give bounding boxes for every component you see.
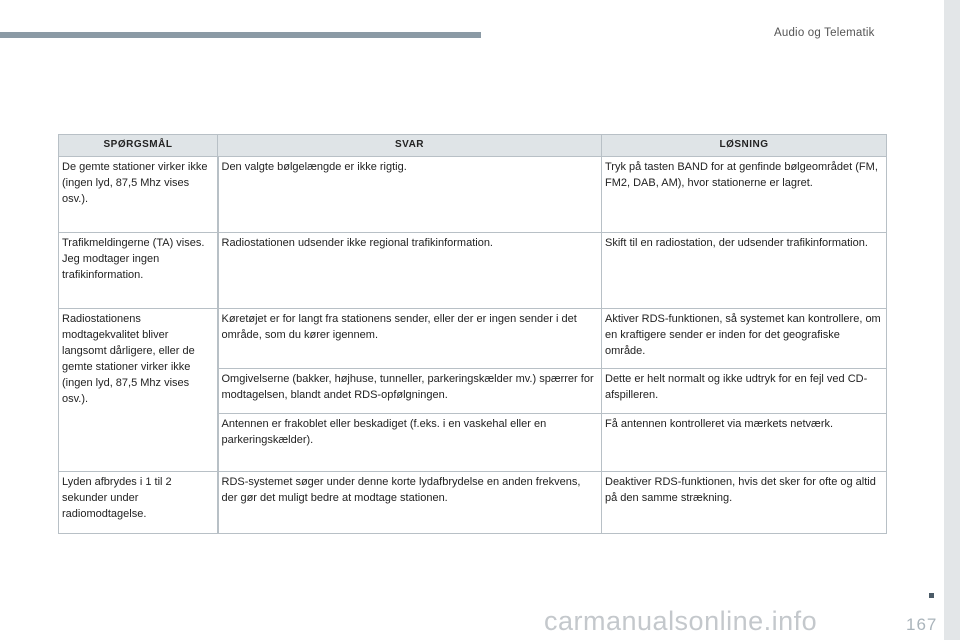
- section-title: Audio og Telematik: [774, 27, 875, 39]
- header-solution: LØSNING: [602, 135, 887, 157]
- question-cell: Radiostationens modtagekvalitet bliver langsomt dårligere, eller de gemte stationer virker ikke (ingen lyd, 87,5 Mhz vises osv.).: [59, 308, 218, 471]
- page-marker: [929, 593, 934, 598]
- solution-cell: Få antennen kontrolleret via mærkets netværk.: [602, 413, 887, 471]
- header-bar: [0, 32, 481, 38]
- page-number: 167: [906, 615, 938, 634]
- solution-cell: Deaktiver RDS-funktionen, hvis det sker for ofte og altid på den samme strækning.: [602, 471, 887, 533]
- table-row: [59, 156, 887, 232]
- solution-cell: Aktiver RDS-funktionen, så systemet kan kontrollere, om en kraftigere sender er inden for det geografiske område.: [602, 308, 887, 368]
- table-header-row: [59, 135, 887, 157]
- header-question: SPØRGSMÅL: [59, 135, 218, 157]
- troubleshooting-table: [58, 134, 887, 534]
- solution-cell: Tryk på tasten BAND for at genfinde bølgeområdet (FM, FM2, DAB, AM), hvor stationerne er lagret.: [602, 156, 887, 232]
- table-row: [59, 308, 887, 368]
- solution-cell: Dette er helt normalt og ikke udtryk for en fejl ved CD-afspilleren.: [602, 368, 887, 413]
- table-row: [59, 232, 887, 308]
- answer-cell: Antennen er frakoblet eller beskadiget (f.eks. i en vaskehal eller en parkeringskælder).: [218, 413, 602, 471]
- table-row: [59, 471, 887, 533]
- answer-cell: RDS-systemet søger under denne korte lydafbrydelse en anden frekvens, der gør det muligt bedre at modtage stationen.: [218, 471, 602, 533]
- answer-cell: Omgivelserne (bakker, højhuse, tunneller, parkeringskælder mv.) spærrer for modtagelsen, blandt andet RDS-opfølgningen.: [218, 368, 602, 413]
- question-cell: De gemte stationer virker ikke (ingen lyd, 87,5 Mhz vises osv.).: [59, 156, 218, 232]
- question-cell: Trafikmeldingerne (TA) vises. Jeg modtager ingen trafikinformation.: [59, 232, 218, 308]
- header-answer: SVAR: [218, 135, 602, 157]
- answer-cell: Køretøjet er for langt fra stationens sender, eller der er ingen sender i det område, som du kører igennem.: [218, 308, 602, 368]
- answer-cell: Den valgte bølgelængde er ikke rigtig.: [218, 156, 602, 232]
- question-cell: Lyden afbrydes i 1 til 2 sekunder under radiomodtagelse.: [59, 471, 218, 533]
- side-strip: [944, 0, 960, 640]
- answer-cell: Radiostationen udsender ikke regional trafikinformation.: [218, 232, 602, 308]
- solution-cell: Skift til en radiostation, der udsender trafikinformation.: [602, 232, 887, 308]
- watermark: carmanualsonline.info: [544, 606, 818, 636]
